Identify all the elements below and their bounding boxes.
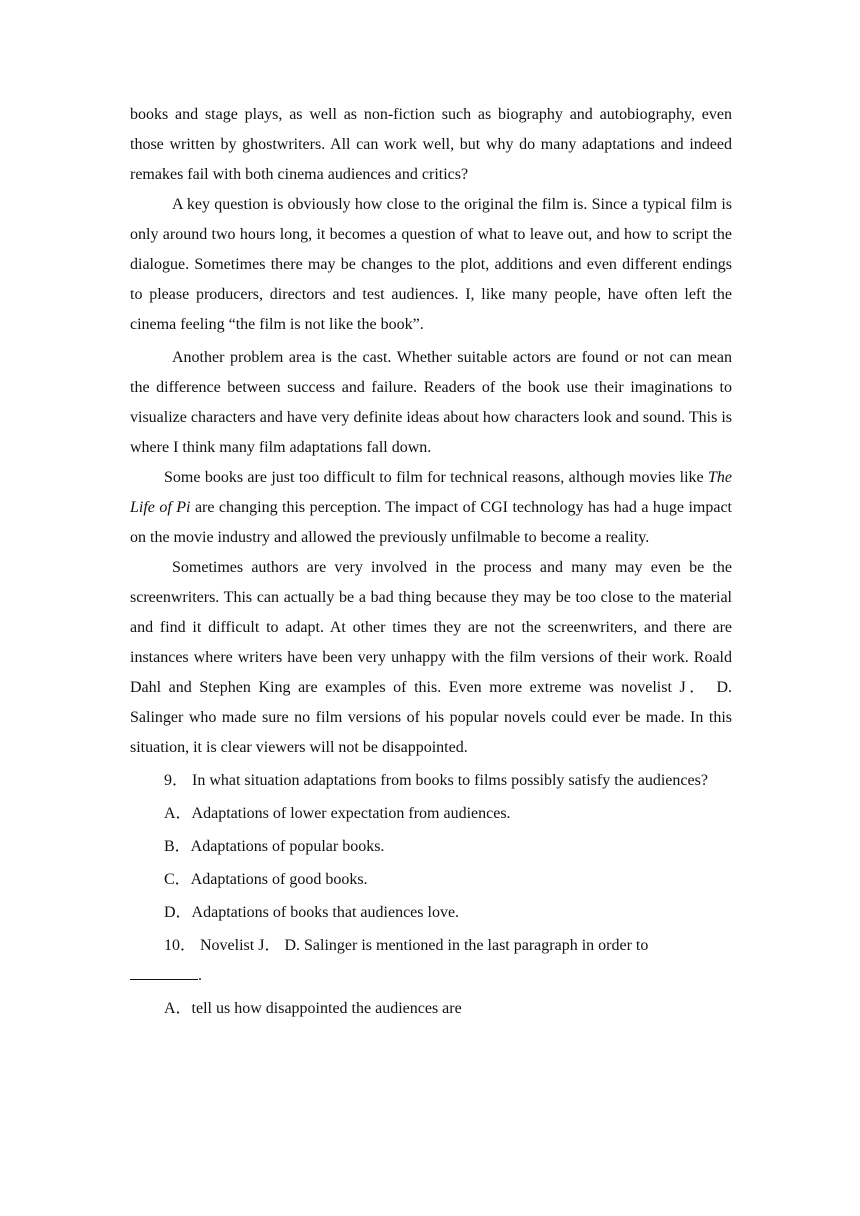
question-9-option-a: A．Adaptations of lower expectation from audiences. [164,805,511,822]
paragraph-intro-continued: books and stage plays, as well as non-fiction such as biography and autobiography, even those written by ghostwriters. All can work well, but why do many adaptations and indeed remakes fail with both cinema audiences and critics? [130,106,732,183]
document-page [130,100,732,1024]
question-10-stem-end: . [198,967,202,984]
question-10-stem [130,931,732,991]
paragraph-cast: Another problem area is the cast. Whether suitable actors are found or not can mean the difference between success and failure. Readers of the book use their imaginations to visualize characters and have very definite ideas about how characters look and sound. This is where I think many film adaptations fall down. [130,349,732,456]
paragraph-key-question: A key question is obviously how close to the original the film is. Since a typical film is only around two hours long, it becomes a question of what to leave out, and how to script the dialogue. Sometimes there may be changes to the plot, additions and even different endings to please producers, directors and test audiences. I, like many people, have often left the cinema feeling “the film is not like the book”. [130,196,732,333]
question-9-option-b: B．Adaptations of popular books. [164,838,385,855]
question-9-stem: 9． In what situation adaptations from books to films possibly satisfy the audiences? [164,772,708,789]
question-9-option-c: C．Adaptations of good books. [164,871,368,888]
paragraph-technical-text-a: Some books are just too difficult to film for technical reasons, although movies like [164,469,708,486]
paragraph-technical [130,463,732,553]
paragraph-authors: Sometimes authors are very involved in the process and many may even be the screenwriters. This can actually be a bad thing because they may be too close to the material and find it difficult to adapt. At other times they are not the screenwriters, and there are instances where writers have been very unhappy with the film versions of their work. Roald Dahl and Stephen King are examples of this. Even more extreme was novelist J． D. Salinger who made sure no film versions of his popular novels could ever be made. In this situation, it is clear viewers will not be disappointed. [130,559,732,756]
question-9-option-d: D．Adaptations of books that audiences love. [164,904,460,921]
film-title-life-of-pi: The Life of Pi [130,469,732,516]
answer-blank [130,963,198,980]
question-10-option-a: A．tell us how disappointed the audiences are [164,1000,462,1017]
question-10-stem-text: 10． Novelist J． D. Salinger is mentioned in the last paragraph in order to [164,937,649,954]
paragraph-technical-text-b: are changing this perception. The impact of CGI technology has had a huge impact on the movie industry and allowed the previously unfilmable to become a reality. [130,499,733,546]
